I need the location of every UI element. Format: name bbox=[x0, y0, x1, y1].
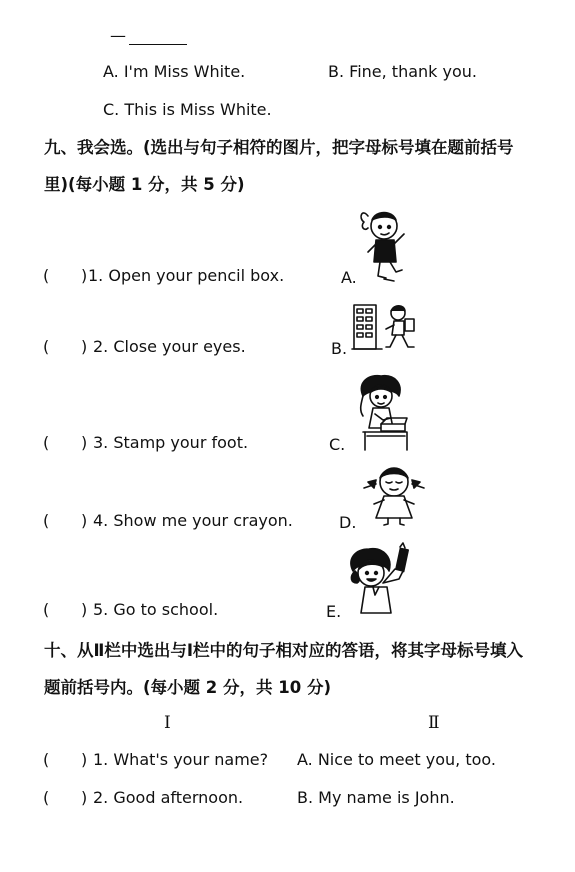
section10-title-line1: 十、从Ⅱ栏中选出与Ⅰ栏中的句子相对应的答语，将其字母标号填入 bbox=[44, 641, 524, 660]
answer-paren-close: ) bbox=[81, 600, 88, 619]
q8-option-a: A. I'm Miss White. bbox=[103, 62, 246, 81]
answer-paren-open[interactable]: ( bbox=[43, 788, 50, 807]
q8-option-c: C. This is Miss White. bbox=[103, 100, 272, 119]
girl-holding-crayon-icon bbox=[347, 543, 417, 619]
answer-blank[interactable] bbox=[129, 26, 187, 45]
picture-label-e: E. bbox=[326, 602, 342, 621]
question-text: 2. Good afternoon. bbox=[93, 788, 244, 807]
column-header-2: Ⅱ bbox=[428, 713, 440, 733]
section9-title-line2: 里)(每小题 1 分，共 5 分) bbox=[44, 175, 245, 194]
answer-paren-close: ) bbox=[81, 511, 88, 530]
q8-option-b: B. Fine, thank you. bbox=[328, 62, 477, 81]
question-text: 1. What's your name? bbox=[93, 750, 269, 769]
answer-paren-open[interactable]: ( bbox=[43, 750, 50, 769]
column-header-1: Ⅰ bbox=[164, 713, 171, 733]
answer-paren-close: ) bbox=[81, 337, 88, 356]
item-text: 5. Go to school. bbox=[93, 600, 219, 619]
item-text: 2. Close your eyes. bbox=[93, 337, 246, 356]
picture-label-c: C. bbox=[329, 435, 346, 454]
item-text: 4. Show me your crayon. bbox=[93, 511, 293, 530]
answer-text: B. My name is John. bbox=[297, 788, 455, 807]
item-text: 3. Stamp your foot. bbox=[93, 433, 249, 452]
girl-opening-pencil-box-icon bbox=[355, 374, 411, 452]
answer-paren-open[interactable]: ( bbox=[43, 266, 50, 285]
answer-paren-open[interactable]: ( bbox=[43, 337, 50, 356]
answer-paren-open[interactable]: ( bbox=[43, 511, 50, 530]
answer-paren-close: ) bbox=[81, 788, 88, 807]
answer-paren-open[interactable]: ( bbox=[43, 600, 50, 619]
answer-paren-close: ) bbox=[81, 433, 88, 452]
answer-dash: — bbox=[110, 26, 126, 45]
picture-label-d: D. bbox=[339, 513, 357, 532]
answer-paren-close: ) bbox=[81, 750, 88, 769]
boy-walking-to-school-icon bbox=[352, 303, 420, 355]
item-text: 1. Open your pencil box. bbox=[88, 266, 285, 285]
girl-eyes-closed-icon bbox=[362, 462, 426, 526]
section9-title-line1: 九、我会选。(选出与句子相符的图片，把字母标号填在题前括号 bbox=[44, 138, 514, 157]
picture-label-a: A. bbox=[341, 268, 357, 287]
answer-paren-open[interactable]: ( bbox=[43, 433, 50, 452]
section10-title-line2: 题前括号内。(每小题 2 分，共 10 分) bbox=[44, 678, 332, 697]
girl-stamping-foot-icon bbox=[358, 204, 414, 284]
answer-paren-close: ) bbox=[81, 266, 88, 285]
picture-label-b: B. bbox=[331, 339, 348, 358]
answer-text: A. Nice to meet you, too. bbox=[297, 750, 496, 769]
